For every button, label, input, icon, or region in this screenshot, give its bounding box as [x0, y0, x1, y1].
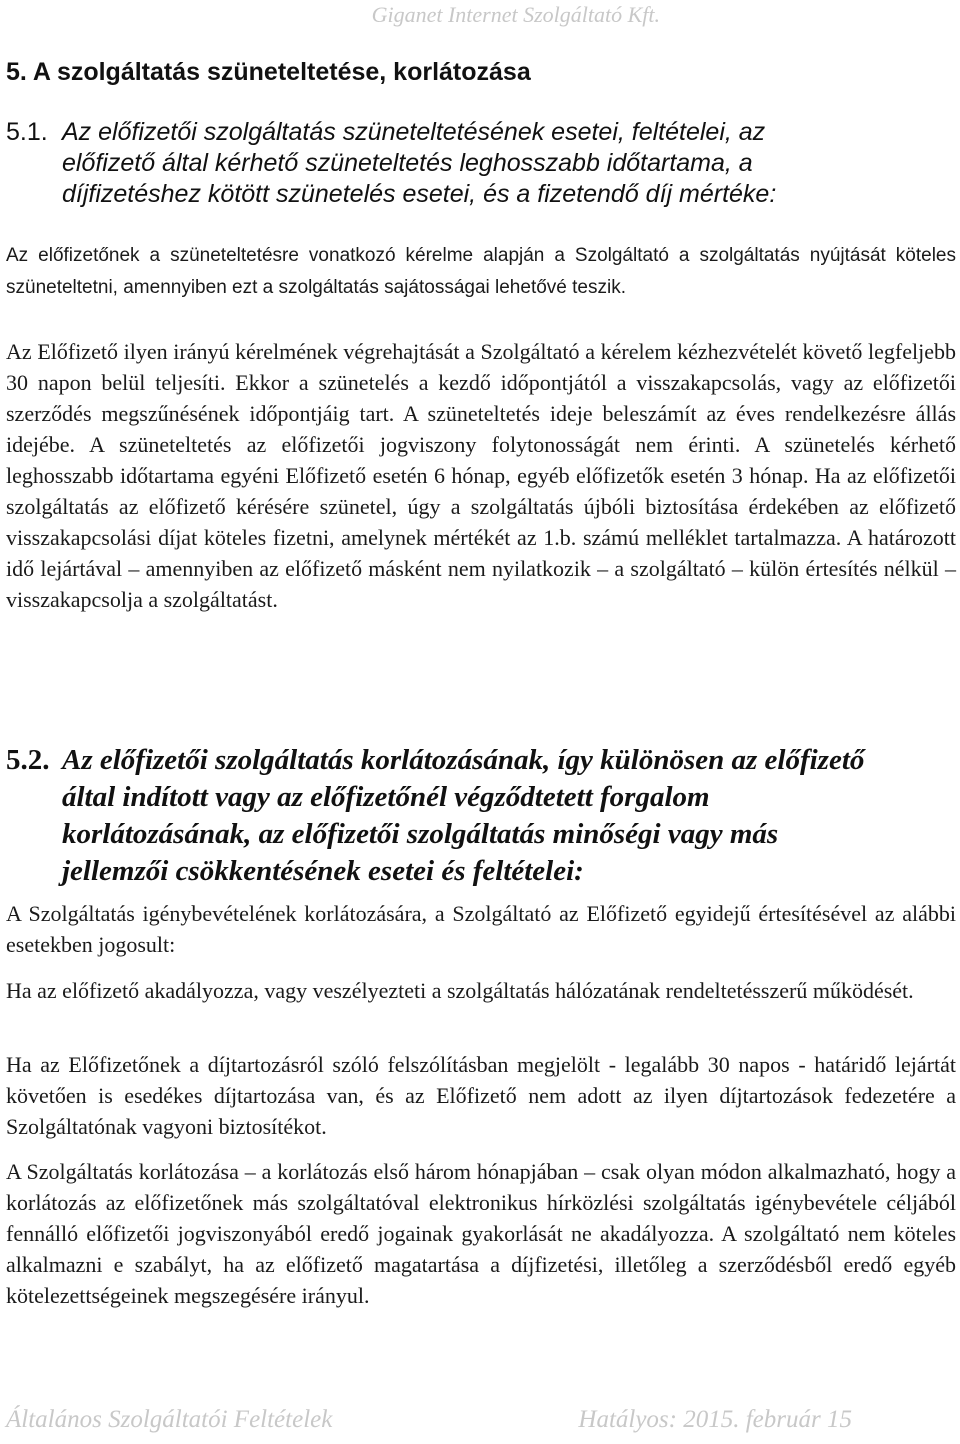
subsection-5-2-heading-line2: által indított vagy az előfizetőnél végződtetett forgalom [62, 781, 710, 813]
subsection-5-1-heading-line2: előfizető által kérhető szüneteltetés leghosszabb időtartama, a [62, 149, 753, 177]
subsection-5-2-paragraph-1: A Szolgáltatás igénybevételének korlátozására, a Szolgáltató az Előfizető egyidejű értesítésével az alábbi esetekben jogosult: [6, 901, 956, 957]
subsection-5-2-paragraph-4: A Szolgáltatás korlátozása – a korlátozás első három hónapjában – csak olyan módon alkalmazható, hogy a korlátozás az előfizetőnek más szolgáltatóval elektronikus hírközlési szolgáltatás igénybevétele céljából fennálló előfizetői jogviszonyából eredő jogainak gyakorlását ne akadályozza. A szolgáltató nem köteles alkalmazni e szabályt, ha az előfizető magatartása a díjfizetési, illetőleg a szerződésből eredő egyéb kötelezettségeinek megszegésére irányul. [6, 1159, 956, 1308]
subsection-5-1-heading-line3: díjfizetéshez kötött szünetelés esetei, és a fizetendő díj mértéke: [62, 180, 777, 208]
subsection-5-2-heading-line1 [6, 744, 864, 776]
subsection-5-1-heading-text1: Az előfizetői szolgáltatás szüneteltetésének esetei, feltételei, az [62, 118, 766, 146]
subsection-5-2-paragraph-3: Ha az Előfizetőnek a díjtartozásról szóló felszólításban megjelölt - legalább 30 napos - határidő lejártát követően is esedékes díjtartozása van, és az Előfizető nem adott az ilyen díjtartozások fedezetére a Szolgáltatónak vagyoni biztosítékot. [6, 1052, 956, 1139]
footer-document-title: Általános Szolgáltatói Feltételek [6, 1406, 333, 1433]
subsection-5-2-number: 5.2. [6, 744, 50, 776]
subsection-5-2-heading-line3: korlátozásának, az előfizetői szolgáltatás minőségi vagy más [62, 818, 779, 850]
subsection-5-1-heading-line1 [6, 117, 956, 148]
subsection-5-1-heading [6, 117, 956, 210]
subsection-5-2-paragraph-2: Ha az előfizető akadályozza, vagy veszélyezteti a szolgáltatás hálózatának rendeltetésszerű működését. [6, 978, 914, 1003]
subsection-5-1-paragraph-intro: Az előfizetőnek a szüneteltetésre vonatkozó kérelme alapján a Szolgáltató a szolgáltatás nyújtását köteles szüneteltetni, amennyiben ezt a szolgáltatás sajátosságai lehetővé teszik. [6, 245, 956, 298]
subsection-5-2-heading [6, 742, 956, 890]
header-company-name: Giganet Internet Szolgáltató Kft. [371, 2, 660, 27]
footer-effective-date: Hatályos: 2015. február 15 [578, 1406, 852, 1433]
section-title: 5. A szolgáltatás szüneteltetése, korlátozása [6, 58, 531, 86]
subsection-5-1-paragraph-main: Az Előfizető ilyen irányú kérelmének végrehajtását a Szolgáltató a kérelem kézhezvételét követő legfeljebb 30 napon belül teljesíti. Ekkor a szünetelés a kezdő időpontjától a visszakapcsolás, vagy az előfizetői szerződés megszűnésének időpontjáig tart. A szüneteltetés ideje beleszámít az éves rendelkezésre állás idejébe. A szüneteltetés az előfizetői jogviszony folytonosságát nem érinti. A szünetelés kérhető leghosszabb időtartama egyéni Előfizető esetén 6 hónap, egyéb előfizetők esetén 3 hónap. Ha az előfizetői szolgáltatás az előfizető kérésére szünetel, úgy a szolgáltatás újbóli biztosítása érdekében az előfizető visszakapcsolási díjat köteles fizetni, amelynek mértékét az 1.b. számú melléklet tartalmazza. A határozott idő lejártával – amennyiben az előfizető másként nem nyilatkozik – a szolgáltató – külön értesítés nélkül – visszakapcsolja a szolgáltatást. [6, 339, 956, 612]
subsection-5-1-number: 5.1. [6, 118, 48, 146]
subsection-5-2-heading-text1: Az előfizetői szolgáltatás korlátozásának, így különösen az előfizető [62, 744, 865, 776]
subsection-5-2-heading-line4: jellemzői csökkentésének esetei és feltételei: [62, 855, 584, 887]
